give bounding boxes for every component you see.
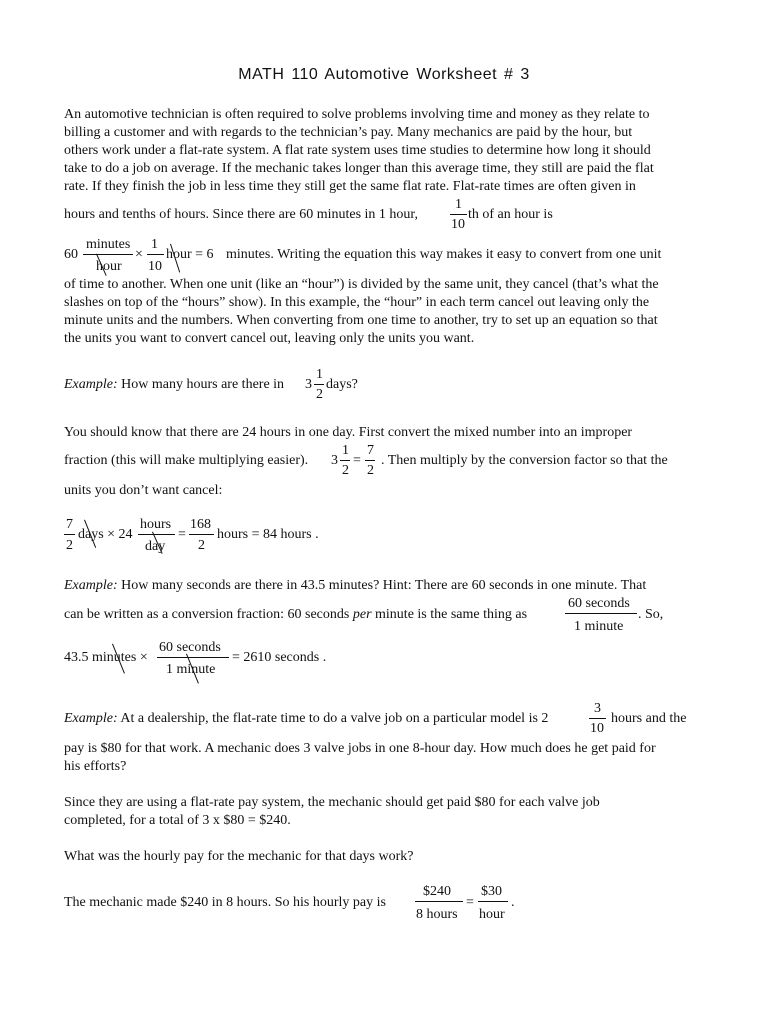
example-3-question: What was the hourly pay for the mechanic for that days work? — [64, 849, 414, 864]
e-days-times: days × 24 — [78, 527, 133, 542]
example-3-para-2: completed, for a total of 3 x $80 = $240. — [64, 813, 291, 828]
p2-den-2: 2 — [367, 463, 374, 478]
example-2-line-2 — [64, 606, 527, 623]
e-equals: = — [178, 527, 186, 542]
final-den-2: hour — [479, 907, 505, 922]
final-line: The mechanic made $240 in 8 hours. So his hourly pay is — [64, 895, 386, 910]
p2-fraction-bar-1 — [340, 460, 350, 461]
final-period: . — [511, 895, 515, 910]
example-3-line-2: pay is $80 for that work. A mechanic does 3 valve jobs in one 8-hour day. How much does he get paid for — [64, 741, 656, 756]
example-label: Example: — [64, 377, 118, 392]
tenth-numerator: 1 — [455, 197, 462, 212]
intro-line-3: others work under a flat-rate system. A flat rate system uses time studies to determine how long it should — [64, 143, 651, 158]
eq-one: 1 — [151, 237, 158, 252]
e-day: day — [145, 539, 166, 554]
mixed-whole: 3 — [305, 377, 312, 392]
e-den-2: 2 — [198, 538, 205, 553]
example-2-line-2-cont: minute is the same thing as — [375, 607, 528, 622]
tenth-denominator: 10 — [451, 217, 465, 232]
example-2-line-2-text: can be written as a conversion fraction: 60 seconds — [64, 607, 350, 622]
intro-line-6: hours and tenths of hours. Since there are 60 minutes in 1 hour, — [64, 207, 419, 222]
ex3-num: 3 — [594, 701, 601, 716]
intro-line-8: of time to another. When one unit (like an “hour”) is divided by the same unit, they cancel (that’s what the — [64, 277, 659, 292]
page-title: MATH 110 Automotive Worksheet # 3 — [238, 66, 530, 83]
intro-line-11: the units you want to convert cancel out, leaving only the units you want. — [64, 331, 475, 346]
e-fraction-bar-3 — [189, 534, 214, 535]
p2-whole: 3 — [331, 453, 338, 468]
e-hours: hours — [140, 517, 172, 532]
e-den-1: 2 — [66, 538, 73, 553]
e-num-1: 7 — [66, 517, 73, 532]
ex3-fraction-bar — [589, 718, 606, 719]
intro-line-1: An automotive technician is often required to solve problems involving time and money as they relate to — [64, 107, 650, 122]
example-label: Example: — [64, 578, 118, 593]
e2-den: 1 minute — [166, 662, 216, 677]
intro-line-2: billing a customer and with regards to the technician’s pay. Many mechanics are paid by the hour, but — [64, 125, 633, 140]
e-num-2: 168 — [190, 517, 211, 532]
mixed-denominator: 2 — [316, 387, 323, 402]
intro-line-6-end: th of an hour is — [468, 207, 553, 222]
p2-den-1: 2 — [342, 463, 349, 478]
example-3-line-1 — [64, 710, 548, 727]
e2-fraction-bar — [157, 657, 229, 658]
example-1-question — [64, 376, 284, 393]
intro-line-9: slashes on top of the “hours” show). In this example, the “hour” in each term cancel out leaving only the — [64, 295, 650, 310]
intro-line-5: rate. If they finish the job in less time they still get the same flat rate. Flat-rate times are often given in — [64, 179, 636, 194]
hint-frac-num: 60 seconds — [568, 596, 630, 611]
hint-frac-den: 1 minute — [574, 619, 624, 634]
example-3-line-1-end: hours and the — [611, 711, 687, 726]
final-den-1: 8 hours — [416, 907, 458, 922]
example-1-para-1: You should know that there are 24 hours in one day. First convert the mixed number into an improper — [64, 425, 633, 440]
intro-line-10: minute units and the numbers. When converting from one time to another, try to set up an equation so that — [64, 313, 658, 328]
final-fraction-bar-1 — [415, 901, 463, 902]
tenth-fraction-bar — [450, 214, 467, 215]
hint-fraction-bar — [565, 613, 637, 614]
example-label: Example: — [64, 711, 118, 726]
example-3-para-1: Since they are using a flat-rate pay system, the mechanic should get paid $80 for each valve job — [64, 795, 600, 810]
eq-fraction-bar-2 — [147, 254, 164, 255]
p2-num-2: 7 — [367, 443, 374, 458]
example-1-para-2-end: . Then multiply by the conversion factor so that the — [381, 453, 668, 468]
e-fraction-bar-2 — [138, 534, 175, 535]
p2-equals: = — [353, 453, 361, 468]
mixed-numerator: 1 — [316, 367, 323, 382]
eq-sixty: 60 — [64, 247, 78, 262]
final-num-1: $240 — [423, 884, 451, 899]
e-fraction-bar-1 — [64, 534, 75, 535]
eq-hour: hour — [96, 259, 122, 274]
example-3-line-3: his efforts? — [64, 759, 127, 774]
per-word: per — [352, 607, 372, 622]
e-result: hours = 84 hours . — [217, 527, 319, 542]
intro-line-7: minutes. Writing the equation this way makes it easy to convert from one unit — [226, 247, 662, 262]
p2-fraction-bar-2 — [365, 460, 375, 461]
eq-minutes: minutes — [86, 237, 131, 252]
e2-left: 43.5 minutes × — [64, 650, 148, 665]
example-2-line-1-text: How many seconds are there in 43.5 minutes? Hint: There are 60 seconds in one minute. That — [121, 578, 647, 593]
eq-hour-equals: hour = 6 — [166, 247, 214, 262]
e2-result: = 2610 seconds . — [232, 650, 327, 665]
final-num-2: $30 — [481, 884, 502, 899]
mixed-fraction-bar — [314, 384, 324, 385]
example-2-line-2-end: . So, — [638, 607, 664, 622]
eq-ten: 10 — [148, 259, 162, 274]
example-1-question-end: days? — [326, 377, 358, 392]
example-1-question-text: How many hours are there in — [121, 377, 285, 392]
p2-num-1: 1 — [342, 443, 349, 458]
intro-line-4: take to do a job on average. If the mechanic takes longer than this average time, they still are paid the flat — [64, 161, 654, 176]
ex3-den: 10 — [590, 721, 604, 736]
example-3-line-1-text: At a dealership, the flat-rate time to do a valve job on a particular model is 2 — [120, 711, 549, 726]
e2-num: 60 seconds — [159, 640, 221, 655]
example-2-line-1 — [64, 577, 646, 594]
eq-fraction-bar-1 — [83, 254, 133, 255]
final-equals: = — [466, 895, 474, 910]
eq-times: × — [135, 247, 143, 262]
example-1-para-2: fraction (this will make multiplying easier). — [64, 453, 309, 468]
final-fraction-bar-2 — [478, 901, 508, 902]
example-1-para-3: units you don’t want cancel: — [64, 483, 223, 498]
